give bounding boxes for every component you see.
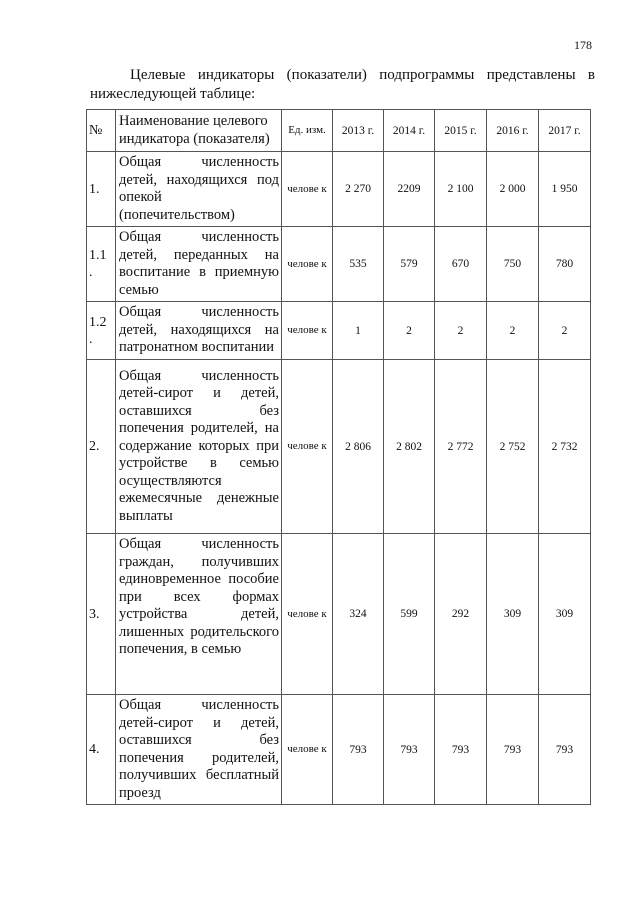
header-year: 2017 г. xyxy=(539,110,591,152)
header-year: 2014 г. xyxy=(384,110,435,152)
table-row xyxy=(87,534,591,695)
row-value: 2 xyxy=(487,302,539,360)
row-value: 309 xyxy=(539,534,591,695)
row-unit: челове к xyxy=(282,695,333,805)
row-value: 2 100 xyxy=(435,152,487,227)
row-value: 1 xyxy=(333,302,384,360)
table-row xyxy=(87,695,591,805)
row-num: 4. xyxy=(87,695,116,805)
header-num: № xyxy=(87,110,116,152)
header-name: Наименование целевого индикатора (показателя) xyxy=(116,110,282,152)
row-unit: челове к xyxy=(282,302,333,360)
intro-line-1: Целевые индикаторы (показатели) подпрограммы представлены в xyxy=(130,67,595,83)
row-value: 309 xyxy=(487,534,539,695)
row-unit: челове к xyxy=(282,534,333,695)
row-value: 2209 xyxy=(384,152,435,227)
row-value: 793 xyxy=(384,695,435,805)
row-value: 2 802 xyxy=(384,360,435,534)
header-year: 2016 г. xyxy=(487,110,539,152)
row-value: 2 xyxy=(435,302,487,360)
row-value: 2 xyxy=(384,302,435,360)
row-value: 2 270 xyxy=(333,152,384,227)
row-name: Общая численность детей-сирот и детей, оставшихся без попечения родителей, получивших бесплатный проезд xyxy=(116,695,282,805)
intro-paragraph xyxy=(90,66,595,104)
row-value: 793 xyxy=(435,695,487,805)
table-header-row xyxy=(87,110,591,152)
row-value: 670 xyxy=(435,227,487,302)
row-value: 2 806 xyxy=(333,360,384,534)
row-value: 1 950 xyxy=(539,152,591,227)
row-value: 750 xyxy=(487,227,539,302)
table-row xyxy=(87,360,591,534)
header-unit: Ед. изм. xyxy=(282,110,333,152)
row-num: 3. xyxy=(87,534,116,695)
row-value: 793 xyxy=(333,695,384,805)
row-num: 1.1 . xyxy=(87,227,116,302)
intro-line-2: нижеследующей таблице: xyxy=(90,86,256,102)
row-value: 292 xyxy=(435,534,487,695)
row-unit: челове к xyxy=(282,227,333,302)
table-row xyxy=(87,152,591,227)
table-row xyxy=(87,227,591,302)
row-name: Общая численность детей, переданных на воспитание в приемную семью xyxy=(116,227,282,302)
row-name: Общая численность детей, находящихся под опекой (попечительством) xyxy=(116,152,282,227)
row-value: 2 752 xyxy=(487,360,539,534)
table-row xyxy=(87,302,591,360)
header-year: 2013 г. xyxy=(333,110,384,152)
row-num: 2. xyxy=(87,360,116,534)
row-value: 599 xyxy=(384,534,435,695)
row-value: 324 xyxy=(333,534,384,695)
row-name: Общая численность детей-сирот и детей, оставшихся без попечения родителей, на содержание которых при устройстве в семью осуществляются ежемесячные денежные выплаты xyxy=(116,360,282,534)
row-value: 780 xyxy=(539,227,591,302)
row-name: Общая численность детей, находящихся на патронатном воспитании xyxy=(116,302,282,360)
row-num: 1. xyxy=(87,152,116,227)
row-value: 793 xyxy=(539,695,591,805)
row-value: 2 xyxy=(539,302,591,360)
row-value: 2 732 xyxy=(539,360,591,534)
row-unit: челове к xyxy=(282,152,333,227)
row-num: 1.2 . xyxy=(87,302,116,360)
row-value: 2 000 xyxy=(487,152,539,227)
row-value: 793 xyxy=(487,695,539,805)
row-value: 2 772 xyxy=(435,360,487,534)
row-name: Общая численность граждан, получивших единовременное пособие при всех формах устройства детей, лишенных родительского попечения, в семью xyxy=(116,534,282,695)
header-year: 2015 г. xyxy=(435,110,487,152)
row-unit: челове к xyxy=(282,360,333,534)
row-value: 535 xyxy=(333,227,384,302)
row-value: 579 xyxy=(384,227,435,302)
indicators-table xyxy=(86,109,591,805)
page-number: 178 xyxy=(574,38,592,52)
